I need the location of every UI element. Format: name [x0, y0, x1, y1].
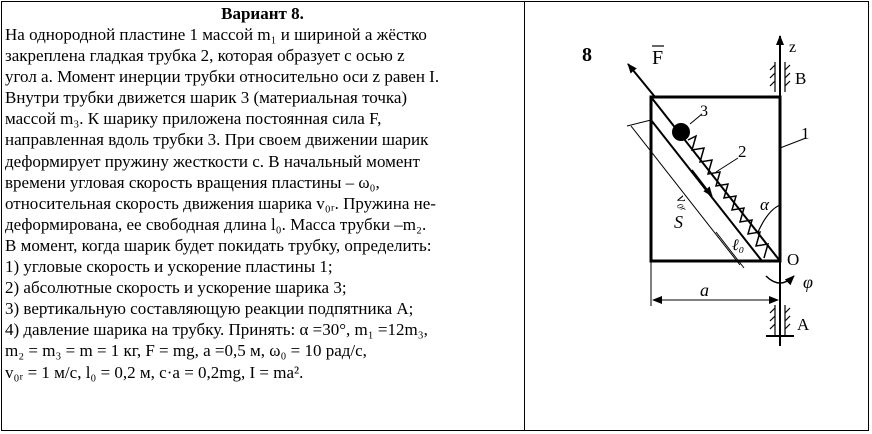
- dimension-s-label: S: [674, 212, 683, 232]
- dimension-s-line: [631, 126, 740, 265]
- dimension-l0-label: ℓ₀: [732, 237, 745, 254]
- text-line: 3) вертикальную составляющую реакции подпятника A;: [5, 299, 414, 319]
- column-divider: [524, 1, 525, 431]
- text-line: v₀ᵣ = 1 м/с, l₀ = 0,2 м, c·a = 0,2mg, I = ma².: [5, 362, 304, 382]
- width-a-label: a: [700, 280, 709, 300]
- variant-title: Вариант 8.: [221, 4, 304, 23]
- velocity-label: v₀ᵣ: [672, 192, 694, 214]
- tube-2-label: 2: [738, 142, 747, 161]
- text-line: m₂ = m₃ = m = 1 кг, F = mg, a =0,5 м, ω₀ = 10 рад/с,: [5, 341, 367, 361]
- text-line: 2) абсолютные скорость и ускорение шарика 3;: [5, 278, 347, 298]
- mechanism-figure: [526, 2, 866, 430]
- text-line: В момент, когда шарик будет покидать трубку, определить:: [5, 235, 432, 255]
- text-line: Внутри трубки движется шарик 3 (материальная точка): [5, 88, 408, 108]
- bearing-b-label: B: [795, 69, 807, 88]
- angle-alpha-label: α: [760, 195, 769, 214]
- spring: [688, 136, 768, 258]
- text-line: деформирована, ее свободная длина l₀. Масса трубки –m₂.: [5, 214, 427, 234]
- figure-number: 8: [582, 44, 592, 66]
- text-line: угол a. Момент инерции трубки относительно оси z равен I.: [5, 67, 440, 87]
- text-line: 4) давление шарика на трубку. Принять: α =30°, m₁ =12m₃,: [5, 320, 428, 340]
- origin-label: O: [787, 250, 800, 269]
- ball-3-label: 3: [700, 103, 708, 120]
- text-line: времени угловая скорость вращения пластины – ω₀,: [5, 172, 380, 192]
- text-line: На однородной пластине 1 массой m₁ и шириной a жёстко: [5, 25, 427, 44]
- problem-text: [5, 3, 520, 383]
- text-line: деформирует пружину жесткости c. В начальный момент: [5, 151, 420, 171]
- z-axis-label: z: [789, 39, 797, 56]
- force-f-label: F: [652, 47, 664, 69]
- text-line: относительная скорость движения шарика v₀ᵣ. Пружина не-: [5, 193, 436, 213]
- ball-3: [672, 123, 690, 141]
- rotation-phi-label: φ: [803, 272, 813, 292]
- plate-1-label: 1: [801, 124, 810, 143]
- text-line: направленная вдоль трубки 3. При своем движении шарик: [5, 130, 429, 150]
- bearing-a-label: A: [797, 315, 810, 334]
- tube-wall-upper: [651, 97, 780, 261]
- text-line: массой m₃. К шарику приложена постоянная сила F,: [5, 109, 382, 129]
- dimension-s-ext: [627, 120, 651, 126]
- text-line: закреплена гладкая трубка 2, которая образует с осью z: [5, 46, 405, 66]
- tube-2-leader: [716, 158, 738, 172]
- force-f-arrow: [628, 64, 655, 97]
- text-line: 1) угловые скорость и ускорение пластины 1;: [5, 257, 333, 277]
